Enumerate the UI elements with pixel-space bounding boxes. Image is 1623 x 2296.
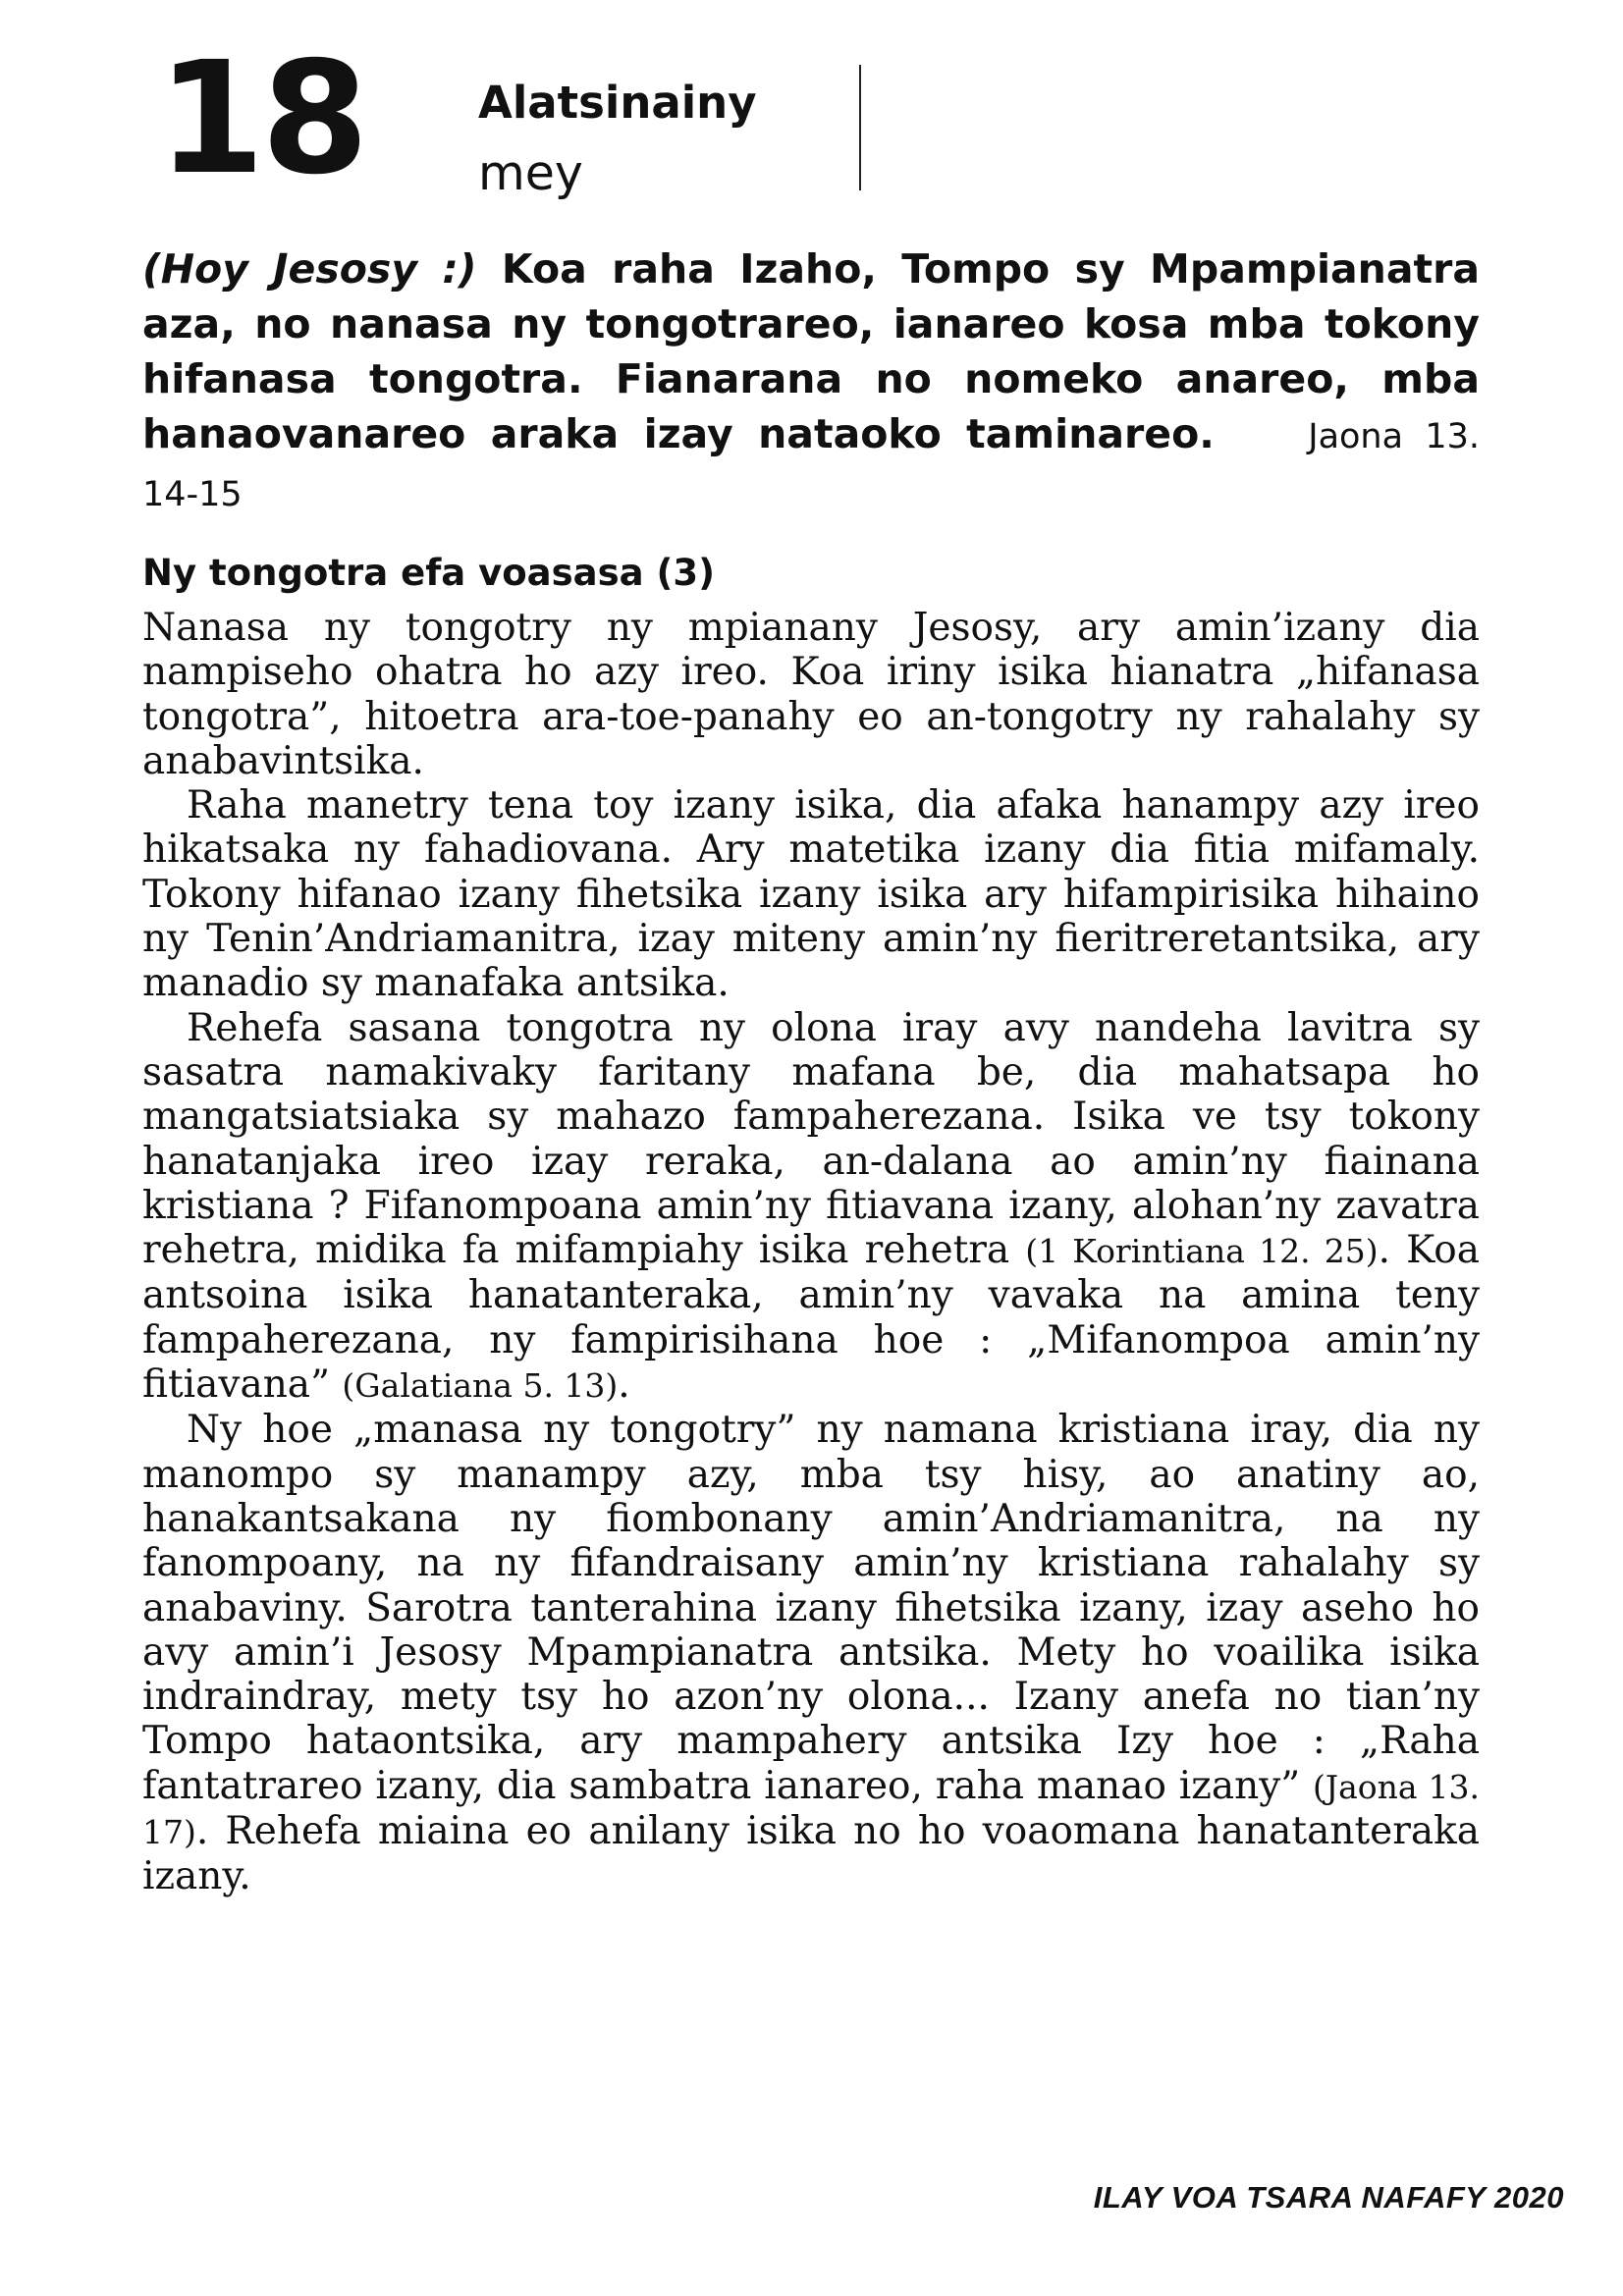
scripture-reference: (1 Korintiana 12. 25) (1025, 1232, 1379, 1271)
verse-intro: (Hoy Jesosy :) (142, 245, 477, 293)
paragraph-4-text-a: Ny hoe „manasa ny tongotry” ny namana kristiana iray, dia ny manompo sy manampy azy, mba tsy hisy, ao anatiny ao, hanakantsakana ny fiombonany amin’Andriamanitra, na ny fanompoany, na ny fifandraisany amin’ny kristiana rahalahy sy anabaviny. Sarotra tanterahina izany fihetsika izany, izay aseho ho avy amin’i Jesosy Mpampianatra antsika. Mety ho voailika isika indraindray, mety tsy ho azon’ny olona... Izany anefa no tian’ny Tompo hataontsika, ary mampahery antsika Izy hoe : „Raha fantatrareo izany, dia sambatra ianareo, raha manao izany” (142, 1408, 1480, 1808)
scripture-reference: (Jaona 13. 17) (142, 1767, 1481, 1852)
daily-verse (142, 241, 1480, 522)
verse-text: Koa raha Izaho, Tompo sy Mpampianatra aza, no nanasa ny tongotrareo, ianareo kosa mba tokony hifanasa tongotra. Fianarana no nomeko anareo, mba hanaovanareo araka izay nataoko taminareo. (142, 245, 1481, 457)
month-label: mey (478, 145, 583, 201)
paragraph-3 (142, 1006, 1480, 1409)
paragraph-3-text-a: Rehefa sasana tongotra ny olona iray avy nandeha lavitra sy sasatra namakivaky faritany mafana be, dia mahatsapa ho mangatsiatsiaka sy mahazo fampaherezana. Isika ve tsy tokony hanatanjaka ireo izay reraka, an-dalana ao amin’ny fiainana kristiana ? Fifanompoana amin’ny fitiavana izany, alohan’ny zavatra rehetra, midika fa mifampiahy isika rehetra (142, 1005, 1480, 1273)
paragraph-3-text-c: . (618, 1362, 630, 1408)
paragraph-4 (142, 1408, 1480, 1898)
verse-reference: Jaona 13. 14-15 (142, 417, 1480, 514)
weekday-label: Alatsinainy (478, 77, 757, 129)
paragraph-4-text-b: . Rehefa miaina eo anilany isika no ho voaomana hanatanteraka izany. (142, 1809, 1480, 1899)
publication-footer: ILAY VOA TSARA NAFAFY 2020 (1093, 2180, 1564, 2215)
paragraph-3-text-b: . Koa antsoina isika hanatanteraka, amin’ny vavaka na amina teny fampaherezana, ny fampirisihana hoe : „Mifanompoa amin’ny fitiavana” (142, 1228, 1480, 1408)
date-header (157, 28, 903, 209)
section-title: Ny tongotra efa voasasa (3) (142, 552, 716, 594)
day-number: 18 (157, 28, 365, 209)
paragraph-2: Raha manetry tena toy izany isika, dia afaka hanampy azy ireo hikatsaka ny fahadiovana. Ary matetika izany dia fitia mifamaly. Tokony hifanao izany fihetsika izany isika ary hifampirisika hihaino ny Tenin’Andriamanitra, izay miteny amin’ny fieritreretantsika, ary manadio sy manafaka antsika. (142, 783, 1480, 1006)
paragraph-1: Nanasa ny tongotry ny mpianany Jesosy, ary amin’izany dia nampiseho ohatra ho azy ireo. Koa iriny isika hianatra „hifanasa tongotra”, hitoetra ara-toe-panahy eo an-tongotry ny rahalahy sy anabavintsika. (142, 606, 1480, 783)
devotional-body (142, 606, 1480, 1899)
header-divider (859, 65, 861, 190)
scripture-reference: (Galatiana 5. 13) (342, 1366, 619, 1406)
